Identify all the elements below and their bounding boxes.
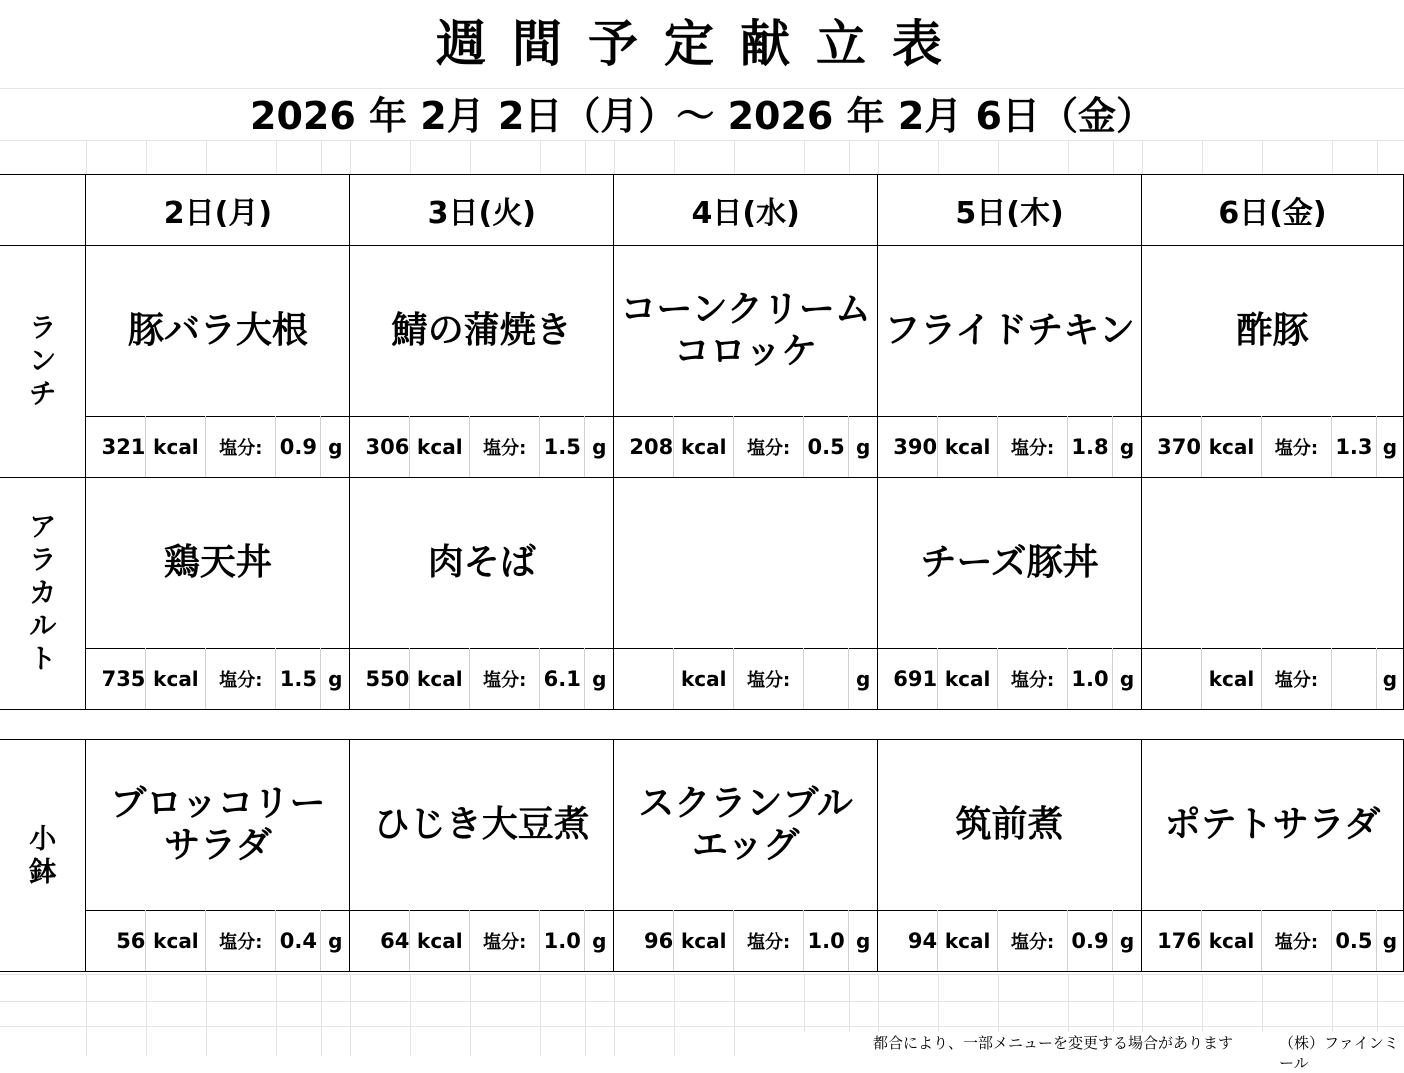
dish-name <box>878 740 1142 911</box>
dish-name <box>614 478 878 649</box>
dish-name-line: 鶏天丼 <box>163 542 272 583</box>
gram-unit: g <box>585 911 614 972</box>
dish-name <box>1142 740 1404 911</box>
dish-name <box>86 246 350 417</box>
gram-unit: g <box>321 417 350 478</box>
dish-name-line: フライドチキン <box>884 310 1135 351</box>
gram-unit: g <box>1376 911 1403 972</box>
kcal-unit: kcal <box>146 911 206 972</box>
day-header: 6日(金) <box>1142 175 1404 246</box>
dish-name <box>1142 246 1404 417</box>
dish-name-line: ひじき大豆煮 <box>373 804 590 845</box>
salt-value: 0.5 <box>804 417 849 478</box>
kcal-unit: kcal <box>1201 649 1261 710</box>
dish-name-line: スクランブル <box>638 783 853 824</box>
nutrition-row <box>0 649 1404 710</box>
kcal-unit: kcal <box>674 649 734 710</box>
salt-value: 1.0 <box>540 911 585 972</box>
dish-name-line: 筑前煮 <box>955 804 1064 845</box>
salt-value <box>804 649 849 710</box>
kcal-value: 691 <box>878 649 938 710</box>
category-char: ア <box>29 512 57 543</box>
salt-value: 1.5 <box>540 417 585 478</box>
category-char: 鉢 <box>29 856 57 888</box>
date-range: 2026 年 2月 2日（月）～ 2026 年 2月 6日（金） <box>250 94 1154 138</box>
gram-unit: g <box>1376 649 1403 710</box>
salt-label: 塩分: <box>734 911 804 972</box>
dish-name-line: 肉そば <box>427 542 536 583</box>
kcal-unit: kcal <box>1201 911 1261 972</box>
kcal-value: 321 <box>86 417 146 478</box>
salt-label: 塩分: <box>734 649 804 710</box>
category-char: ラ <box>29 545 57 576</box>
dish-name <box>614 246 878 417</box>
salt-label: 塩分: <box>1261 417 1331 478</box>
salt-label: 塩分: <box>470 911 540 972</box>
salt-label: 塩分: <box>998 911 1068 972</box>
day-header: 2日(月) <box>86 175 350 246</box>
day-header: 5日(木) <box>878 175 1142 246</box>
spacer-cell <box>0 710 1404 740</box>
kcal-unit: kcal <box>410 911 470 972</box>
dish-name-line: 酢豚 <box>1236 310 1309 351</box>
dish-name-line: ブロッコリー <box>110 783 326 824</box>
dish-name <box>350 478 614 649</box>
category-char: ン <box>29 346 57 377</box>
dish-name <box>350 740 614 911</box>
kcal-unit: kcal <box>410 417 470 478</box>
salt-value: 6.1 <box>540 649 585 710</box>
salt-label: 塩分: <box>998 649 1068 710</box>
kcal-unit: kcal <box>1201 417 1261 478</box>
category-label <box>0 478 86 710</box>
gram-unit: g <box>1376 417 1403 478</box>
kcal-value: 208 <box>614 417 674 478</box>
salt-value: 0.4 <box>276 911 321 972</box>
salt-value: 1.5 <box>276 649 321 710</box>
menu-table <box>0 174 1404 972</box>
category-char: ル <box>29 611 57 642</box>
salt-label: 塩分: <box>470 649 540 710</box>
dish-row <box>0 740 1404 911</box>
kcal-unit: kcal <box>938 911 998 972</box>
nutrition-row <box>0 417 1404 478</box>
salt-label: 塩分: <box>998 417 1068 478</box>
dish-name <box>878 478 1142 649</box>
kcal-value <box>1142 649 1202 710</box>
kcal-value: 56 <box>86 911 146 972</box>
kcal-value: 176 <box>1142 911 1202 972</box>
dish-row <box>0 246 1404 417</box>
category-label <box>0 740 86 972</box>
dish-name <box>614 740 878 911</box>
nutrition-row <box>0 911 1404 972</box>
gram-unit: g <box>585 649 614 710</box>
salt-value: 0.9 <box>276 417 321 478</box>
category-char: 小 <box>29 823 57 855</box>
category-char: ト <box>29 644 57 675</box>
page-title: 週間予定献立表 <box>436 15 968 73</box>
salt-label: 塩分: <box>206 417 276 478</box>
kcal-value: 550 <box>350 649 410 710</box>
kcal-unit: kcal <box>410 649 470 710</box>
kcal-value: 64 <box>350 911 410 972</box>
gram-unit: g <box>585 417 614 478</box>
salt-label: 塩分: <box>1261 649 1331 710</box>
salt-value: 1.8 <box>1068 417 1113 478</box>
category-label <box>0 246 86 478</box>
gram-unit: g <box>1113 417 1142 478</box>
footer-company: （株）ファインミール <box>1279 1034 1399 1072</box>
dish-name <box>350 246 614 417</box>
salt-label: 塩分: <box>470 417 540 478</box>
gram-unit: g <box>849 649 878 710</box>
kcal-value <box>614 649 674 710</box>
salt-value: 1.3 <box>1331 417 1376 478</box>
gram-unit: g <box>321 911 350 972</box>
dish-row <box>0 478 1404 649</box>
category-char: カ <box>29 578 57 609</box>
dish-name-line: コーンクリーム <box>620 289 871 330</box>
salt-label: 塩分: <box>206 649 276 710</box>
dish-name <box>86 478 350 649</box>
day-header-row <box>0 175 1404 246</box>
salt-value: 0.5 <box>1331 911 1376 972</box>
dish-name-line: コロッケ <box>674 331 818 372</box>
dish-name-line: 豚バラ大根 <box>127 310 308 351</box>
spacer-row <box>0 710 1404 740</box>
salt-value <box>1331 649 1376 710</box>
kcal-unit: kcal <box>674 417 734 478</box>
salt-label: 塩分: <box>1261 911 1331 972</box>
dish-name <box>878 246 1142 417</box>
kcal-value: 735 <box>86 649 146 710</box>
kcal-unit: kcal <box>674 911 734 972</box>
gram-unit: g <box>1113 649 1142 710</box>
kcal-unit: kcal <box>146 649 206 710</box>
kcal-unit: kcal <box>146 417 206 478</box>
dish-name-line: エッグ <box>692 825 800 866</box>
category-char: ラ <box>29 313 57 344</box>
gram-unit: g <box>321 649 350 710</box>
gram-unit: g <box>849 417 878 478</box>
dish-name-line: サラダ <box>164 825 272 866</box>
dish-name-line: 鯖の蒲焼き <box>391 310 572 351</box>
kcal-value: 390 <box>878 417 938 478</box>
category-char: チ <box>29 379 57 410</box>
salt-value: 1.0 <box>804 911 849 972</box>
gram-unit: g <box>849 911 878 972</box>
dish-name <box>86 740 350 911</box>
kcal-value: 96 <box>614 911 674 972</box>
day-header: 3日(火) <box>350 175 614 246</box>
kcal-unit: kcal <box>938 417 998 478</box>
dish-name-line: ポテトサラダ <box>1164 804 1381 845</box>
gram-unit: g <box>1113 911 1142 972</box>
footer-note: 都合により、一部メニューを変更する場合があります <box>873 1034 1234 1052</box>
dish-name-line: チーズ豚丼 <box>920 542 1099 583</box>
kcal-value: 94 <box>878 911 938 972</box>
kcal-value: 370 <box>1142 417 1202 478</box>
salt-label: 塩分: <box>734 417 804 478</box>
salt-label: 塩分: <box>206 911 276 972</box>
corner-cell <box>0 175 86 246</box>
kcal-unit: kcal <box>938 649 998 710</box>
day-header: 4日(水) <box>614 175 878 246</box>
salt-value: 0.9 <box>1068 911 1113 972</box>
salt-value: 1.0 <box>1068 649 1113 710</box>
dish-name <box>1142 478 1404 649</box>
kcal-value: 306 <box>350 417 410 478</box>
